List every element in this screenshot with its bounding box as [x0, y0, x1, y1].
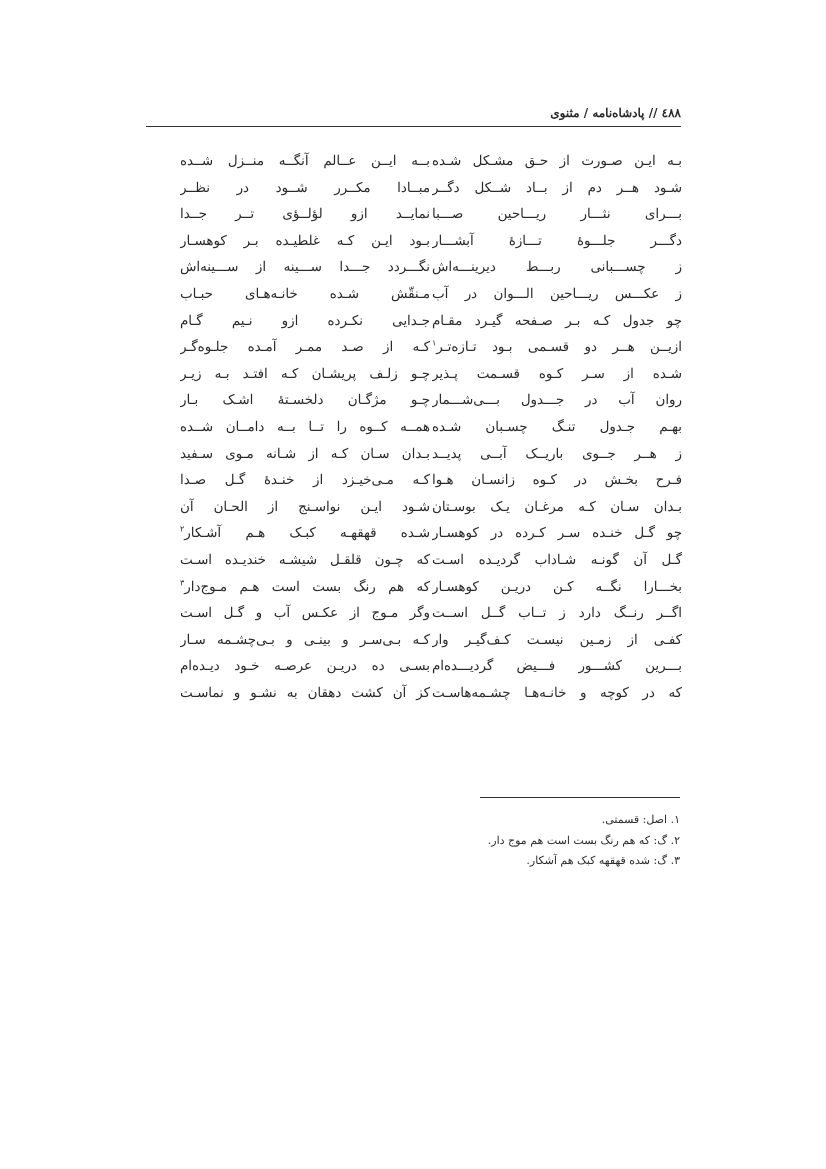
footnotes: [380, 810, 680, 872]
verse-line: کـه از صـد ممـر آمـده جلـوه‌گـر: [180, 340, 430, 356]
header-rule: [146, 126, 681, 127]
poem-right-column: [432, 152, 682, 710]
header-separator: //: [648, 106, 658, 120]
header-slash: /: [583, 106, 589, 120]
verse-line: روان آب در جـــدول بـــی‌شـــمار: [432, 393, 682, 409]
verse-line: بخـــارا نگــه کـن دریـن کوهسـار: [432, 579, 682, 595]
book-title: پادشاه‌نامه: [592, 106, 645, 120]
verse-line: مـنقّش شـده خانـه‌هـای حبـاب: [180, 286, 430, 302]
verse-line: که در کوچه و خانـه‌هـا چشـمه‌هاسـت: [432, 685, 682, 701]
verse-line: چو گـل خنـده سـر کـرده در کوهسـار: [432, 526, 682, 542]
verse-line: گـل آن گونـه شـاداب گردیـده اسـت: [432, 552, 682, 568]
verse-line: جـدایی نکـرده ازو نـیم گـام: [180, 313, 430, 329]
poem-left-column: [180, 152, 430, 710]
page-number: ٤٨٨: [661, 106, 681, 120]
verse-line: کـه مـی‌خیـزد از خنـدهٔ گـل صـدا: [180, 473, 430, 489]
verse-line: ز عکـــس ریـــاحین الـــوان در آب: [432, 286, 682, 302]
footnote-marker: ٣: [180, 578, 185, 588]
verse-line: ز چســـبانی ربـــط دیرینـــه‌اش: [432, 260, 682, 276]
verse-line: بـود ایـن کـه غلطیـده بـر کوهسـار: [180, 233, 430, 249]
footnote-marker: ١: [432, 338, 437, 348]
verse-line: بـــرای نثـــار ریـــاحین صـــبا: [432, 207, 682, 223]
verse-line: بـدان سـان کـه مرغـان یـک بوسـتان: [432, 499, 682, 515]
verse-line: شـود ایـن نواسـنج از الحـان آن: [180, 499, 430, 515]
running-header: [146, 104, 681, 126]
verse-line: همــه کــوه را تــا بــه دامــان شــده: [180, 419, 430, 435]
verse-line: که هم رنگ بست است هـم مـوج‌دار$^٣$: [180, 578, 430, 595]
verse-line: شـده قهقهـه کبـک هـم آشـکار$^٢$: [180, 524, 430, 542]
footnote: ٢. گ: که هم رنگ بست است هم موج دار.: [487, 833, 680, 847]
verse-line: دگـــر جلـــوهٔ تـــازهٔ آبشـــار: [432, 233, 682, 249]
footnote: ٣. گ: شده قهقهه کبک هم آشکار.: [526, 854, 680, 867]
verse-line: بـدان سـان کـه از شـانه مـوی سـفید: [180, 446, 430, 462]
verse-line: که چـون قلقـل شیشـه خندیـده اسـت: [180, 552, 430, 568]
verse-line: مبــادا مکــرر شــود در نظــر: [180, 180, 430, 196]
verse-line: نمایــد ازو لؤلــؤی تــر جــدا: [180, 207, 430, 223]
footnote-rule: [480, 797, 680, 798]
verse-line: شـود هــر دم از بــاد شــکل دگــر: [432, 180, 682, 196]
verse-line: کفـی از زمـین نیسـت کـف‌گیـر وار: [432, 632, 682, 648]
verse-line: چـو مژگـان دلخسـتهٔ اشـک بـار: [180, 393, 430, 409]
verse-line: بهـم جـدول تنـگ چسـبان شـده: [432, 419, 682, 435]
section-title: مثنوی: [550, 106, 580, 120]
verse-line: بسـی ده دریـن عرصـه خـود دیـده‌ام: [180, 659, 430, 675]
verse-line: وگر مـوج از عکـس آب و گـل اسـت: [180, 606, 430, 622]
verse-line: چو جدول کـه بـر صـفحه گیـرد مقـام: [432, 313, 682, 329]
verse-line: چـو زلـف پریشـان کـه افتـد بـه زیـر: [180, 366, 430, 382]
verse-line: ازیــن هــر دو قسـمی بـود تـازه‌تـر$^١$: [432, 338, 682, 356]
footnote: ١. اصل: قسمتی.: [601, 813, 680, 826]
verse-line: شـده از سـر کـوه قسـمت پـذیر: [432, 366, 682, 382]
footnote-marker: ٢: [180, 524, 185, 534]
verse-line: ز هــر جــوی باریــک آبــی پدیــد: [432, 446, 682, 462]
verse-line: بــه ایــن عــالم آنگــه منــزل شــده: [180, 154, 430, 169]
verse-line: اگــر رنــگ دارد ز تــاب گــل اســت: [432, 606, 682, 622]
verse-line: بـــرین کشـــور فـــیض گردیـــده‌ام: [432, 659, 682, 675]
verse-line: کـه بـی‌سـر و بینـی و بـی‌چشـمه سـار: [180, 632, 430, 648]
verse-line: نگـــردد جـــدا ســـینه از ســـینه‌اش: [180, 260, 430, 276]
verse-line: کز آن کشت دهقان به نشـو و نماسـت: [180, 685, 430, 701]
verse-line: بـه ایـن صـورت از حـق مشـکل شـده: [432, 154, 682, 169]
verse-line: فـرح بخـش در کـوه زانسـان هـوا: [432, 473, 682, 489]
